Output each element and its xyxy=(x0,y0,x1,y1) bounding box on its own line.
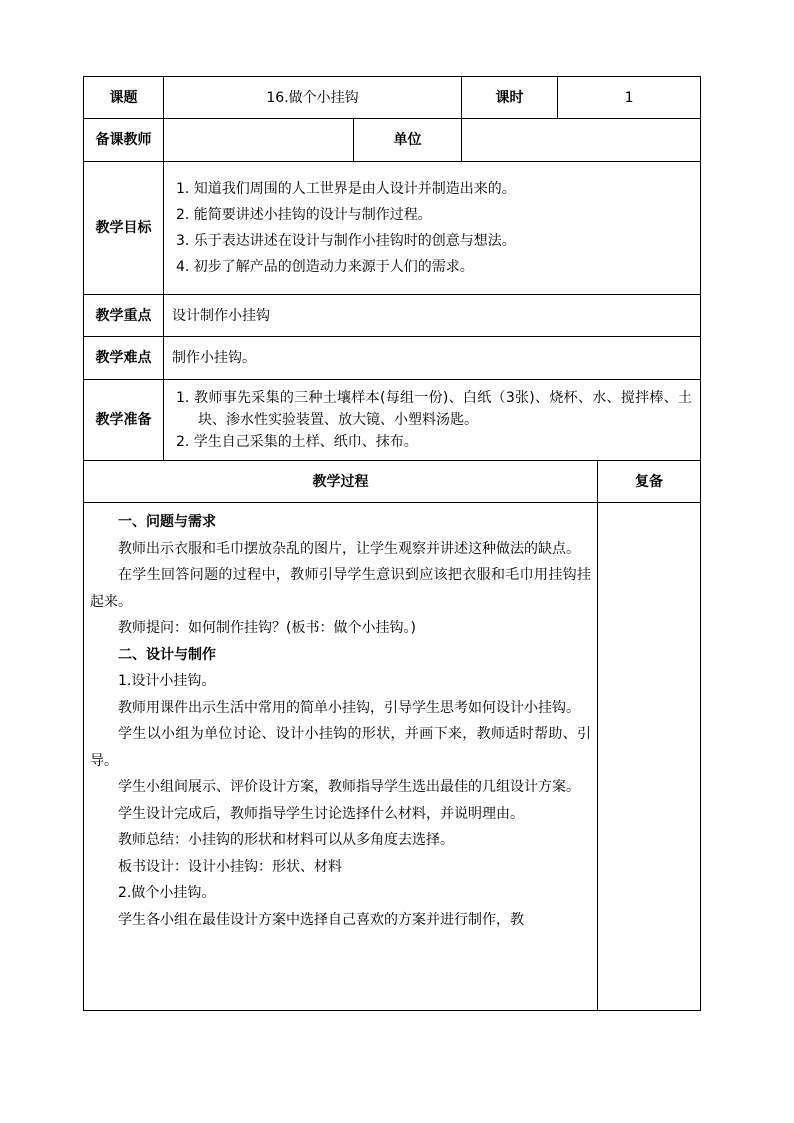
difficulty-value: 制作小挂钩。 xyxy=(164,337,701,380)
preparation-label: 教学准备 xyxy=(84,380,164,461)
goal-item: 3. 乐于表达讲述在设计与制作小挂钩时的创意与想法。 xyxy=(176,233,516,249)
teacher-label: 备课教师 xyxy=(84,119,164,162)
process-paragraph: 在学生回答问题的过程中，教师引导学生意识到应该把衣服和毛巾用挂钩挂起来。 xyxy=(90,567,592,610)
process-paragraph: 教师用课件出示生活中常用的简单小挂钩，引导学生思考如何设计小挂钩。 xyxy=(118,699,580,716)
preparation-content xyxy=(164,380,701,461)
process-paragraph: 1.设计小挂钩。 xyxy=(118,673,216,689)
goals-list xyxy=(164,176,700,280)
period-label: 课时 xyxy=(462,77,558,119)
unit-label: 单位 xyxy=(354,119,462,162)
preparation-list xyxy=(164,387,700,453)
process-paragraph: 学生小组间展示、评价设计方案，教师指导学生选出最佳的几组设计方案。 xyxy=(118,779,580,795)
process-paragraph: 教师总结：小挂钩的形状和材料可以从多角度去选择。 xyxy=(118,832,454,848)
goals-content xyxy=(164,162,701,295)
process-paragraph: 教师提问：如何制作挂钩？(板书：做个小挂钩。) xyxy=(118,620,416,636)
process-paragraph: 板书设计：设计小挂钩：形状、材料 xyxy=(118,858,342,875)
row-teacher xyxy=(84,119,701,162)
process-paragraph: 教师出示衣服和毛巾摆放杂乱的图片，让学生观察并讲述这种做法的缺点。 xyxy=(118,540,580,557)
process-paragraph: 2.做个小挂钩。 xyxy=(118,885,216,901)
difficulty-label: 教学难点 xyxy=(84,337,164,380)
process-paragraph: 学生各小组在最佳设计方案中选择自己喜欢的方案并进行制作，教 xyxy=(118,911,524,928)
row-process-header xyxy=(84,461,701,503)
goal-item: 4. 初步了解产品的创造动力来源于人们的需求。 xyxy=(176,259,474,275)
teacher-value xyxy=(164,119,354,162)
lesson-plan-table xyxy=(83,76,701,1011)
unit-value xyxy=(462,119,701,162)
preparation-item: 2. 学生自己采集的土样、纸巾、抹布。 xyxy=(176,434,418,450)
process-content xyxy=(84,503,598,1011)
row-process-body xyxy=(84,503,701,1011)
period-value: 1 xyxy=(558,77,701,119)
row-topic xyxy=(84,77,701,119)
row-preparation xyxy=(84,380,701,461)
row-goals xyxy=(84,162,701,295)
topic-value: 16.做个小挂钩 xyxy=(164,77,462,119)
review-content xyxy=(598,503,701,1011)
key-point-value: 设计制作小挂钩 xyxy=(164,295,701,337)
goal-item: 2. 能简要讲述小挂钩的设计与制作过程。 xyxy=(176,207,432,223)
goals-label: 教学目标 xyxy=(84,162,164,295)
process-label: 教学过程 xyxy=(84,461,598,503)
key-point-label: 教学重点 xyxy=(84,295,164,337)
process-paragraph: 学生设计完成后，教师指导学生讨论选择什么材料，并说明理由。 xyxy=(118,805,524,822)
row-key-point xyxy=(84,295,701,337)
review-label: 复备 xyxy=(598,461,701,503)
section-heading: 二、设计与制作 xyxy=(118,646,216,663)
section-heading: 一、问题与需求 xyxy=(118,514,216,530)
preparation-item: 1. 教师事先采集的三种土壤样本(每组一份)、白纸（3张)、烧杯、水、搅拌棒、土块、渗水性实验装置、放大镜、小塑料汤匙。 xyxy=(176,390,693,428)
goal-item: 1. 知道我们周围的人工世界是由人设计并制造出来的。 xyxy=(176,181,516,197)
row-difficulty xyxy=(84,337,701,380)
topic-label: 课题 xyxy=(84,77,164,119)
process-paragraph: 学生以小组为单位讨论、设计小挂钩的形状，并画下来，教师适时帮助、引导。 xyxy=(90,726,592,769)
